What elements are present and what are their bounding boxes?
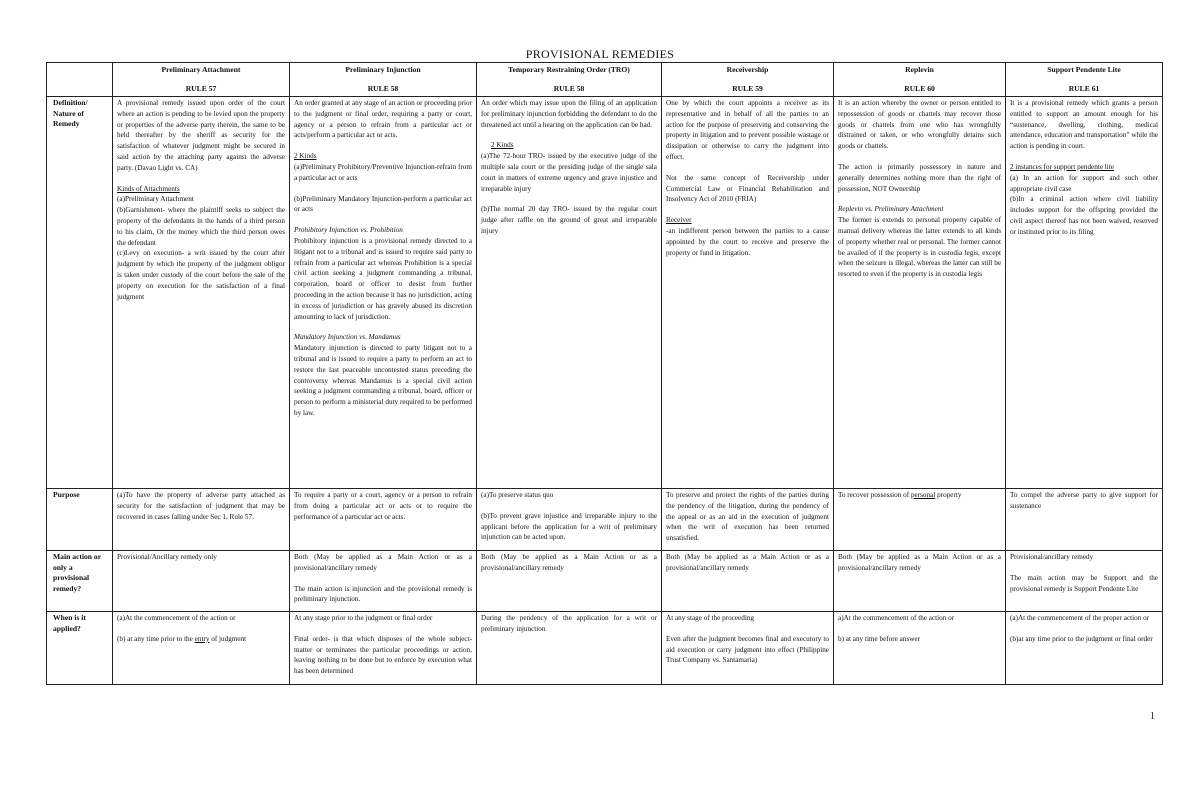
when-text-part: (b) at any time prior to the (117, 634, 195, 643)
header-rule: RULE 59 (732, 84, 763, 93)
purpose-text (838, 490, 1001, 501)
remedies-table (46, 62, 1163, 685)
purpose-replevin (834, 489, 1006, 551)
kinds-heading: 2 Kinds (294, 152, 317, 161)
row-label-when: When is it applied? (47, 612, 113, 685)
definition-replevin (834, 97, 1006, 489)
purpose-text: (a)To have the property of adverse party attached as security for the satisfaction of judgment that may be recovered in cases falling under Sec 1, Rule 57. (117, 491, 285, 521)
header-row (47, 63, 1163, 97)
receiver-heading: Receiver (666, 216, 692, 225)
definition-text: An order granted at any stage of an action or proceeding prior to the judgment or final order, requiring a party or court, agency or a person to refrain from a particular act or acts/perform a particular act or acts. (294, 99, 472, 140)
document-title: PROVISIONAL REMEDIES (525, 47, 675, 61)
when-text: At any stage of the proceeding (666, 614, 755, 622)
when-injunction (290, 612, 477, 685)
main-action-note: The main action may be Support and the provisional remedy is Support Pendente Lite (1010, 573, 1158, 593)
row-label-main-action: Main action or only a provisional remedy? (47, 551, 113, 612)
comparison-heading: Mandatory Injunction vs. Mandamus (294, 333, 401, 342)
header-name: Support Pendente Lite (1047, 65, 1121, 74)
when-item: a)At the commencement of the action or (838, 614, 955, 622)
main-action-receivership (662, 551, 834, 612)
definition-injunction (290, 97, 477, 489)
when-replevin (834, 612, 1006, 685)
main-action-note: The main action is injunction and the provisional remedy is preliminary injunction. (294, 584, 472, 604)
definition-text: One by which the court appoints a receiver as its representative and in behalf of all the parties to an action for the purpose of preserving and conserving the property in litigation and to prevent possible wastage or dissipation or otherwise to carry the judgment into effect. (666, 99, 829, 161)
header-name: Receivership (726, 65, 769, 74)
when-attachment (113, 612, 290, 685)
when-note: Even after the judgment becomes final and executory to aid execution or carry judgment into effect (Philippine Trust Company vs. Santamaria) (666, 634, 829, 665)
definition-text: A provisional remedy issued upon order of the court where an action is pending to be levied upon the property or properties of the adverse party therein, the same to be held thereafter by the sheriff as security for the satisfaction of whatever judgment might be secured in said action by the attaching party against the adverse party. (Davao Light vs. CA) (117, 99, 285, 172)
kind-item: (b)Preliminary Mandatory Injunction-perform a particular act or acts (294, 194, 472, 214)
definition-tro (477, 97, 662, 489)
page-number: 1 (1150, 711, 1155, 722)
kinds-heading: Kinds of Attachments (117, 184, 180, 193)
header-rule: RULE 57 (185, 84, 217, 93)
header-replevin (834, 63, 1006, 97)
purpose-text: To preserve and protect the rights of the parties during the pendency of the litigation, during the pendency of the appeal or as an aid in the execution of judgment when the writ of execution has been returned unsatisfied. (666, 491, 829, 543)
when-text-underlined: entry (194, 634, 210, 643)
comparison-text: The former is extends to personal property capable of manual delivery whereas the latter extends to all kinds of property whether real or personal. The former cannot be availed of if the property is in custodia legis, except when the seizure is illegal, whereas the latter can still be resorted to even if the property is in custodia legis (838, 216, 1001, 279)
when-row (47, 612, 1163, 685)
definition-support (1006, 97, 1163, 489)
main-action-injunction (290, 551, 477, 612)
main-action-text: Provisional/Ancillary remedy only (117, 553, 217, 561)
purpose-item: (a)To preserve status quo (481, 491, 554, 499)
header-rule: RULE 60 (904, 84, 935, 93)
main-action-text: Both (May be applied as a Main Action or as a provisional/ancillary remedy (294, 553, 472, 572)
main-action-support (1006, 551, 1163, 612)
header-receivership (662, 63, 834, 97)
definition-attachment (113, 97, 290, 489)
definition-text: It is an action whereby the owner or person entitled to repossession of goods or chattels may recover those goods or chattels from one who has wrongfully distrained or taken, or who wrongfully detains such goods or chattels. (838, 99, 1001, 151)
when-text: At any stage prior to the judgment or final order (294, 614, 433, 622)
main-action-attachment (113, 551, 290, 612)
kind-item: (a)Preliminary Attachment (117, 195, 194, 204)
main-action-text: Both (May be applied as a Main Action or as a provisional/ancillary remedy (666, 553, 829, 572)
main-action-text: Both (May be applied as a Main Action or as a provisional/ancillary remedy (838, 553, 1001, 572)
comparison-heading: Replevin vs. Preliminary Attachment (838, 205, 944, 214)
purpose-text-part: To recover possession of (838, 491, 911, 499)
when-text-part: of judgment (209, 634, 247, 643)
main-action-text: Provisional/ancillary remedy (1010, 553, 1094, 561)
purpose-support (1006, 489, 1163, 551)
main-action-row (47, 551, 1163, 612)
when-item: (b)at any time prior to the judgment or final order (1010, 634, 1153, 643)
definition-note: Not the same concept of Receivership under Commercial Law or Financial Rehabilitation and Insolvency Act of 2010 (FRIA) (666, 173, 829, 204)
purpose-receivership (662, 489, 834, 551)
when-support (1006, 612, 1163, 685)
purpose-attachment (113, 489, 290, 551)
purpose-injunction (290, 489, 477, 551)
header-tro (477, 63, 662, 97)
kind-item: (a)Preliminary Prohibitory/Preventive Injunction-refrain from a particular act or acts (294, 162, 472, 182)
header-rule: RULE 58 (553, 84, 585, 93)
header-name: Preliminary Attachment (161, 65, 241, 74)
definition-row (47, 97, 1163, 489)
purpose-text-underlined: personal (910, 491, 936, 499)
header-corner (47, 63, 113, 97)
when-receivership (662, 612, 834, 685)
purpose-row (47, 489, 1163, 551)
when-tro (477, 612, 662, 685)
kinds-heading: 2 Kinds (491, 141, 514, 150)
kind-item: (a)The 72-hour TRO- issued by the executive judge of the multiple sala court or the presiding judge of the single sala court in matters of extreme urgency and grave injustice and irreparable injury (481, 152, 657, 193)
row-label-purpose: Purpose (47, 489, 113, 551)
when-item (117, 634, 285, 645)
purpose-item: (b)To prevent grave injustice and irreparable injury to the applicant before the application for a writ of preliminary injunction can be acted upon. (481, 511, 657, 542)
row-label-definition: Definition/ Nature of Remedy (47, 97, 113, 489)
header-rule: RULE 61 (1068, 84, 1100, 93)
definition-text-2: The action is primarily possessory in nature and generally determines nothing more than the right of possession, NOT Ownership (838, 162, 1001, 193)
header-rule: RULE 58 (367, 84, 399, 93)
header-attachment (113, 63, 290, 97)
instance-item: (b)In a criminal action where civil liability includes support for the offspring provided the civil aspect thereof has not been waived, reserved or instituted prior to its filing (1010, 195, 1158, 236)
purpose-text: To require a party or a court, agency or a person to refrain from doing a particular act or acts or to require the performance of a particular act or acts. (294, 491, 472, 521)
definition-text: An order which may issue upon the filing of an application for preliminary injunction forbidding the defendant to do the threatened act until a hearing on the application can be had. (481, 99, 657, 129)
when-note: Final order- is that which disposes of the whole subject-matter or terminates the particular proceedings or action, leaving nothing to be done but to enforce by execution what has been determined (294, 634, 472, 676)
header-name: Temporary Restraining Order (TRO) (508, 65, 630, 74)
header-name: Replevin (905, 65, 934, 74)
comparison-text: Prohibitory injunction is a provisional remedy directed to a litigant not to a tribunal and is issued to require said party to refrain from a particular act whereas Prohibition is a special civil action seeking a judgment commanding a tribunal, corporation, board or officer to desist from further proceeding in the action because it has no jurisdiction, acting in excess of jurisdiction or has gravely abused its discretion amounting to lack of jurisdiction. (294, 236, 472, 321)
when-item: (a)At the commencement of the action or (117, 614, 236, 622)
header-support (1006, 63, 1163, 97)
receiver-text: -an indifferent person between the parties to a cause appointed by the court to receive and preserve the property or fund in litigation. (666, 226, 829, 257)
when-item: (a)At the commencement of the proper action or (1010, 614, 1150, 622)
comparison-text: Mandatory injunction is directed to party litigant not to a tribunal and is issued to require a party to perform an act to restore the last peaceable uncontested status preceding the controversy whereas Mandamus is a special civil action seeking a judgment commanding a tribunal, board, officer or person to perform a ministerial duty required to be performed by law. (294, 344, 472, 417)
main-action-text: Both (May be applied as a Main Action or as a provisional/ancillary remedy (481, 553, 657, 572)
when-text: During the pendency of the application for a writ or preliminary injunction (481, 614, 657, 633)
header-name: Preliminary Injunction (345, 65, 421, 74)
kind-item: (b)Garnishment- where the plaintiff seeks to subject the property of the defendants in the hands of a third person to his claim, Or the money which the third person owes the defendant (117, 206, 285, 247)
main-action-replevin (834, 551, 1006, 612)
purpose-tro (477, 489, 662, 551)
main-action-tro (477, 551, 662, 612)
when-item: b) at any time before answer (838, 634, 921, 643)
definition-receivership (662, 97, 834, 489)
comparison-heading: Prohibitory Injunction vs. Prohibition (294, 226, 403, 235)
definition-text: It is a provisional remedy which grants a person entitled to support an amount enough for his “sustenance, dwelling, clothing, medical attendance, education and transportation” while the action is pending in court. (1010, 99, 1158, 151)
kind-item: (b)The normal 20 day TRO- issued by the regular court judge after raffle on the ground of great and irreparable injury (481, 205, 657, 235)
kind-item: (c)Levy on execution- a writ issued by the court after judgment by which the property of the judgment obligor is taken under custody of the court before the sale of the property on execution for the satisfaction of a final judgment (117, 249, 285, 301)
header-injunction (290, 63, 477, 97)
instances-heading: 2 instances for support pendente lite (1010, 162, 1114, 171)
instance-item: (a) In an action for support and such other appropriate civil case (1010, 173, 1158, 193)
purpose-text-part: property (935, 491, 962, 499)
purpose-text: To compel the adverse party to give support for sustenance (1010, 491, 1158, 510)
